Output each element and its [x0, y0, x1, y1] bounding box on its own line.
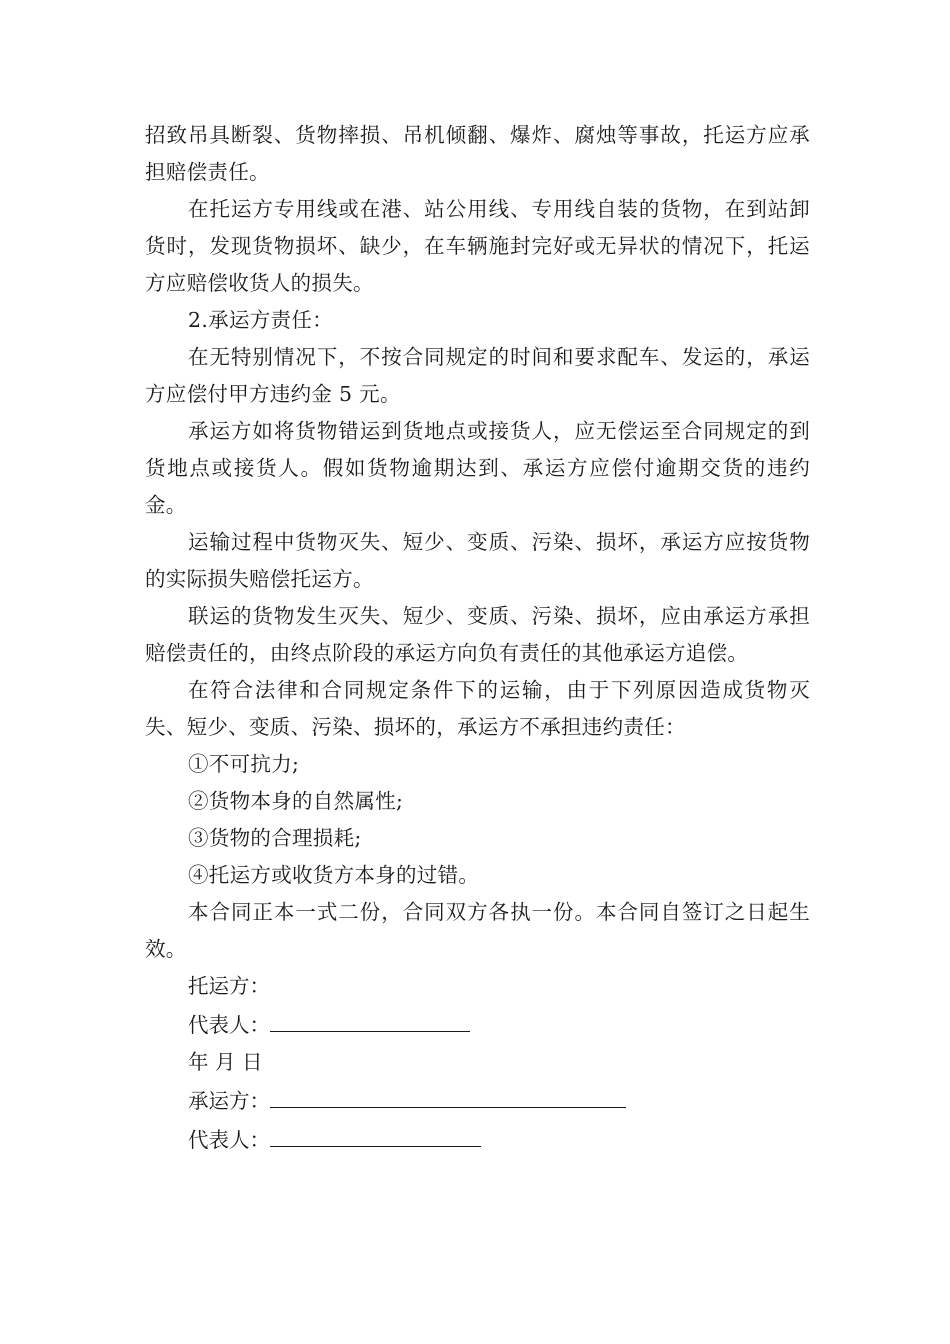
signature-date-label: 年 月 日	[188, 1050, 263, 1074]
carrier-blank	[270, 1081, 626, 1108]
section-heading-carrier-liability: 2.承运方责任：	[188, 308, 333, 332]
exemption-item-2: ②货物本身的自然属性;	[188, 789, 404, 813]
shipper-rep-blank	[270, 1005, 470, 1032]
paragraph-shipper-liability-cont: 招致吊具断裂、货物摔损、吊机倾翻、爆炸、腐烛等事故，托运方应承担赔偿责任。	[145, 123, 810, 184]
signature-carrier-line	[145, 1081, 810, 1120]
exemption-item-3: ③货物的合理损耗;	[188, 826, 362, 850]
paragraph-transport-loss: 运输过程中货物灭失、短少、变质、污染、损坏，承运方应按货物的实际损失赔偿托运方。	[145, 530, 810, 591]
signature-shipper-label: 托运方：	[188, 974, 270, 998]
exemption-item-4: ④托运方或收货方本身的过错。	[188, 863, 480, 887]
paragraph-exemptions: 在符合法律和合同规定条件下的运输，由于下列原因造成货物灭失、短少、变质、污染、损坏的，承运方不承担违约责任：	[145, 678, 810, 739]
signature-shipper-line	[145, 968, 810, 1005]
signature-carrier-label: 承运方：	[188, 1089, 270, 1113]
paragraph-intermodal-loss: 联运的货物发生灭失、短少、变质、污染、损坏，应由承运方承担赔偿责任的，由终点阶段的承运方向负有责任的其他承运方追偿。	[145, 604, 810, 665]
paragraph-misdelivery: 承运方如将货物错运到货地点或接货人，应无偿运至合同规定的到货地点或接货人。假如货物逾期达到、承运方应偿付逾期交货的违约金。	[145, 419, 810, 517]
paragraph-late-dispatch-penalty: 在无特别情况下，不按合同规定的时间和要求配车、发运的，承运方应偿付甲方违约金 5 元。	[145, 345, 810, 406]
signature-carrier-rep-line	[145, 1120, 810, 1159]
signature-carrier-rep-label: 代表人：	[188, 1128, 270, 1152]
carrier-rep-blank	[270, 1120, 481, 1147]
signature-shipper-rep-line	[145, 1005, 810, 1044]
signature-shipper-rep-label: 代表人：	[188, 1013, 270, 1037]
document-body	[145, 117, 810, 1159]
exemption-item-1: ①不可抗力;	[188, 752, 300, 776]
signature-date-line	[145, 1044, 810, 1081]
paragraph-private-line-goods: 在托运方专用线或在港、站公用线、专用线自装的货物，在到站卸货时，发现货物损坏、缺少，在车辆施封完好或无异状的情况下，托运方应赔偿收货人的损失。	[145, 197, 810, 295]
paragraph-effectiveness: 本合同正本一式二份，合同双方各执一份。本合同自签订之日起生效。	[145, 900, 810, 961]
